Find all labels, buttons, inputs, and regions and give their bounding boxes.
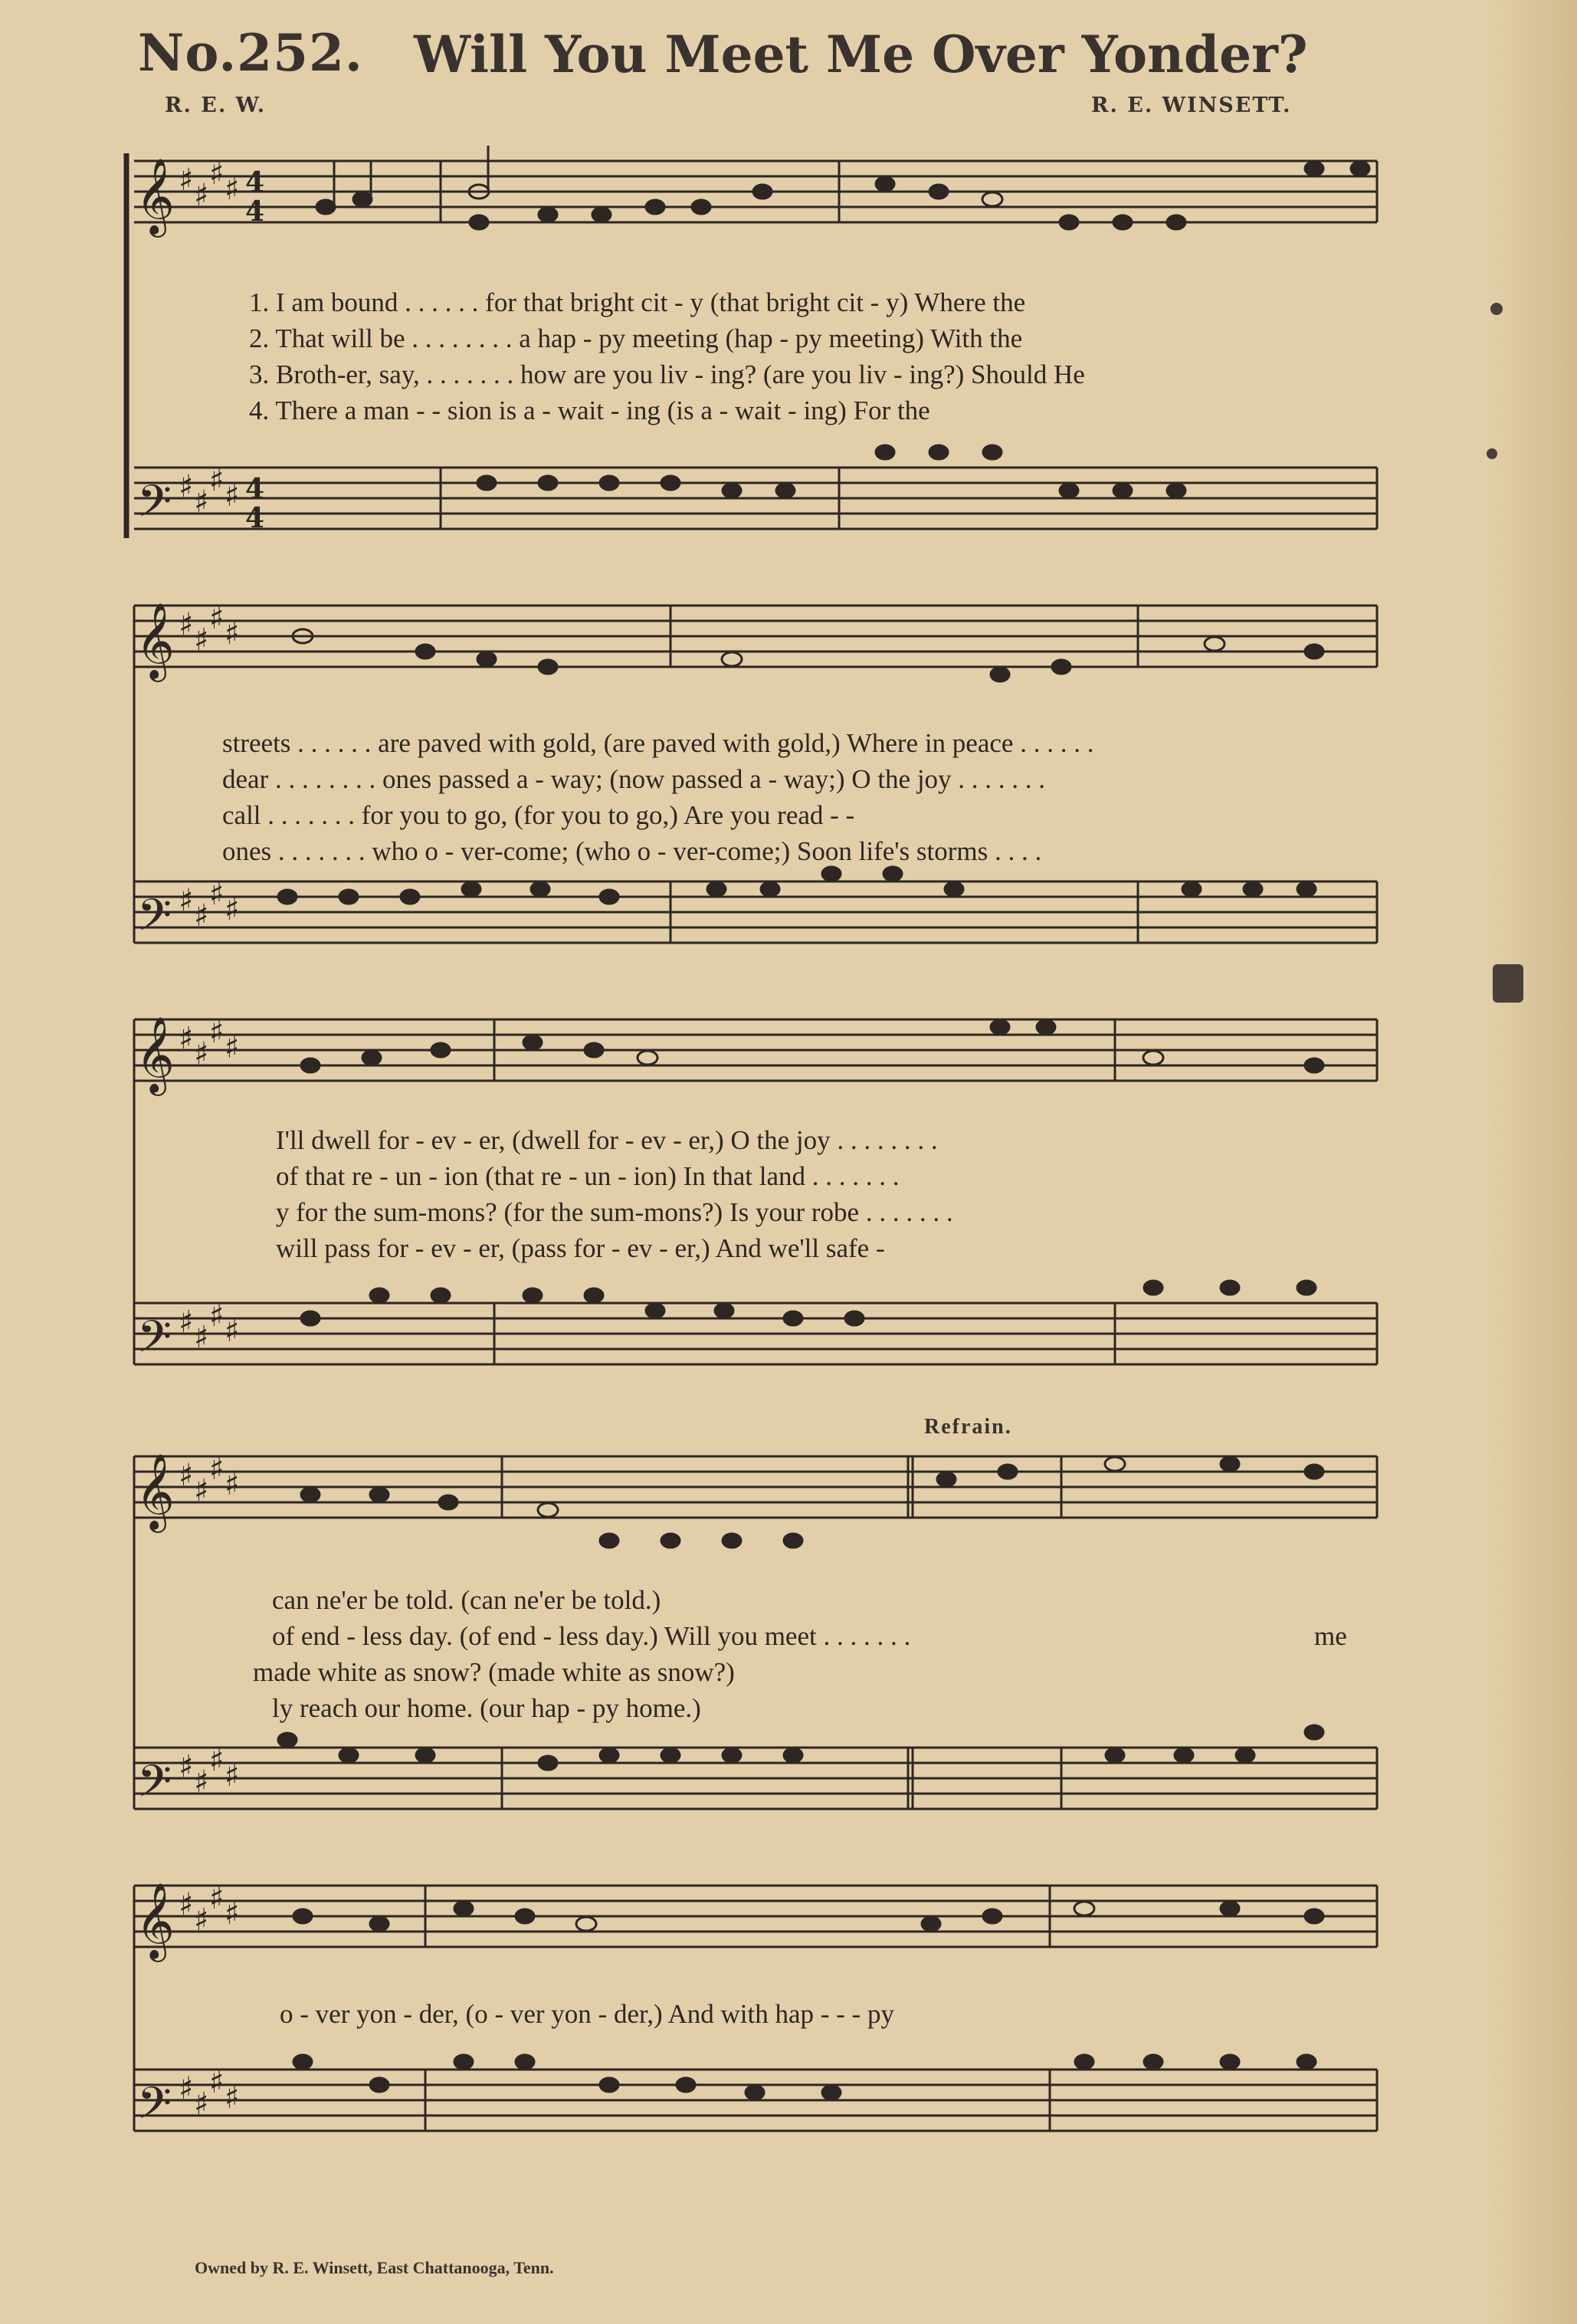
svg-text:𝄢: 𝄢 bbox=[137, 1311, 172, 1374]
lyric-line: 4. There a man - - sion is a - wait - ing (is a - wait - ing) For the bbox=[249, 396, 930, 425]
svg-text:♯: ♯ bbox=[194, 898, 209, 934]
lyric-line: o - ver yon - der, (o - ver yon - der,) And with hap - - - py bbox=[280, 1999, 894, 2029]
music-credit: R. E. WINSETT. bbox=[1091, 94, 1292, 117]
lyric-line: call . . . . . . . for you to go, (for you to go,) Are you read - - bbox=[222, 800, 855, 830]
svg-text:♯: ♯ bbox=[225, 1030, 240, 1065]
svg-text:♯: ♯ bbox=[194, 1764, 209, 1800]
paper-edge-stain bbox=[1485, 0, 1577, 2324]
svg-text:♯: ♯ bbox=[209, 1452, 225, 1487]
lyric-line: ones . . . . . . . who o - ver-come; (who o - ver-come;) Soon life's storms . . . . bbox=[222, 836, 1042, 866]
svg-text:♯: ♯ bbox=[194, 1902, 209, 1938]
music-system-2 bbox=[119, 590, 1379, 973]
svg-text:♯: ♯ bbox=[225, 2080, 240, 2116]
lyric-line: ly reach our home. (our hap - py home.) bbox=[272, 1693, 701, 1723]
svg-text:𝄞: 𝄞 bbox=[136, 1453, 175, 1530]
svg-text:♯: ♯ bbox=[209, 1298, 225, 1334]
svg-text:♯: ♯ bbox=[209, 877, 225, 912]
lyric-line: 1. I am bound . . . . . . for that bright cit - y (that bright cit - y) Where the bbox=[249, 287, 1026, 317]
svg-text:♯: ♯ bbox=[179, 1305, 194, 1340]
time-sig-bottom: 4 bbox=[245, 195, 265, 228]
svg-text:♯: ♯ bbox=[225, 1467, 240, 1502]
hymn-header bbox=[138, 23, 1308, 84]
svg-text:♯: ♯ bbox=[225, 616, 240, 652]
ink-spot bbox=[1490, 303, 1503, 315]
lyric-line: dear . . . . . . . . ones passed a - way; (now passed a - way;) O the joy . . . . . . . bbox=[222, 764, 1046, 794]
svg-text:♯: ♯ bbox=[179, 1749, 194, 1784]
svg-text:𝄢: 𝄢 bbox=[137, 1755, 172, 1818]
svg-text:♯: ♯ bbox=[194, 2086, 209, 2122]
svg-text:♯: ♯ bbox=[225, 1896, 240, 1932]
lyric-line: streets . . . . . . are paved with gold, (are paved with gold,) Where in peace . . . . . . bbox=[222, 728, 1094, 758]
svg-text:♯: ♯ bbox=[179, 883, 194, 918]
svg-text:♯: ♯ bbox=[225, 1758, 240, 1794]
svg-text:♯: ♯ bbox=[225, 1314, 240, 1349]
svg-text:♯: ♯ bbox=[225, 892, 240, 927]
hymn-number: No.252. bbox=[138, 23, 363, 83]
lyric-line: made white as snow? (made white as snow?) bbox=[253, 1657, 735, 1687]
svg-text:♯: ♯ bbox=[209, 1743, 225, 1778]
svg-text:♯: ♯ bbox=[179, 1458, 194, 1493]
ink-spot bbox=[1487, 448, 1497, 459]
svg-text:𝄞: 𝄞 bbox=[136, 158, 175, 235]
svg-text:♯: ♯ bbox=[194, 622, 209, 658]
lyric-line: I'll dwell for - ev - er, (dwell for - ev - er,) O the joy . . . . . . . . bbox=[276, 1125, 938, 1155]
svg-text:♯: ♯ bbox=[209, 2065, 225, 2100]
svg-text:♯: ♯ bbox=[194, 1320, 209, 1355]
music-system-3 bbox=[119, 1004, 1379, 1403]
torn-spot bbox=[1493, 964, 1523, 1003]
svg-text:𝄞: 𝄞 bbox=[136, 1016, 175, 1093]
svg-text:𝄞: 𝄞 bbox=[136, 1883, 175, 1959]
lyric-line: can ne'er be told. (can ne'er be told.) bbox=[272, 1585, 661, 1615]
svg-text:𝄞: 𝄞 bbox=[136, 602, 175, 679]
lyric-line: 2. That will be . . . . . . . . a hap - py meeting (hap - py meeting) With the bbox=[249, 323, 1023, 353]
svg-text:♯: ♯ bbox=[209, 463, 225, 498]
svg-text:♯: ♯ bbox=[194, 484, 209, 520]
lyric-line: of end - less day. (of end - less day.) Will you meet . . . . . . . bbox=[272, 1621, 911, 1651]
lyric-line: y for the sum-mons? (for the sum-mons?) Is your robe . . . . . . . bbox=[276, 1197, 953, 1227]
svg-text:𝄢: 𝄢 bbox=[137, 889, 172, 952]
svg-text:♯: ♯ bbox=[225, 172, 240, 207]
system-5-staves bbox=[119, 1870, 1379, 2238]
svg-text:♯: ♯ bbox=[225, 478, 240, 514]
words-credit: R. E. W. bbox=[165, 94, 267, 117]
lyric-line: will pass for - ev - er, (pass for - ev - er,) And we'll safe - bbox=[276, 1233, 885, 1263]
svg-text:♯: ♯ bbox=[179, 1021, 194, 1056]
copyright-footer: Owned by R. E. Winsett, East Chattanooga, Tenn. bbox=[195, 2258, 554, 2277]
svg-text:♯: ♯ bbox=[179, 162, 194, 198]
svg-text:♯: ♯ bbox=[179, 2071, 194, 2106]
svg-text:♯: ♯ bbox=[209, 1881, 225, 1916]
lyric-word: me bbox=[1314, 1621, 1347, 1651]
music-system-4 bbox=[119, 1441, 1379, 1855]
refrain-label: Refrain. bbox=[924, 1415, 1012, 1439]
lyric-line: 3. Broth-er, say, . . . . . . . how are you liv - ing? (are you liv - ing?) Should He bbox=[249, 359, 1085, 389]
svg-text:♯: ♯ bbox=[209, 601, 225, 636]
svg-text:♯: ♯ bbox=[209, 1015, 225, 1050]
svg-text:4: 4 bbox=[245, 502, 265, 534]
svg-text:♯: ♯ bbox=[179, 607, 194, 642]
lyric-line: of that re - un - ion (that re - un - ion) In that land . . . . . . . bbox=[276, 1161, 900, 1191]
svg-text:♯: ♯ bbox=[209, 156, 225, 192]
svg-text:♯: ♯ bbox=[179, 1887, 194, 1922]
svg-text:♯: ♯ bbox=[194, 178, 209, 213]
time-sig-top: 4 bbox=[245, 166, 265, 199]
svg-text:♯: ♯ bbox=[194, 1473, 209, 1508]
svg-text:♯: ♯ bbox=[179, 469, 194, 504]
music-system-5 bbox=[119, 1870, 1379, 2238]
svg-text:𝄢: 𝄢 bbox=[137, 475, 172, 538]
svg-text:♯: ♯ bbox=[194, 1036, 209, 1072]
svg-text:𝄢: 𝄢 bbox=[137, 2077, 172, 2140]
svg-text:4: 4 bbox=[245, 473, 265, 505]
music-system-1 bbox=[119, 146, 1379, 544]
hymn-title: Will You Meet Me Over Yonder? bbox=[414, 25, 1308, 84]
